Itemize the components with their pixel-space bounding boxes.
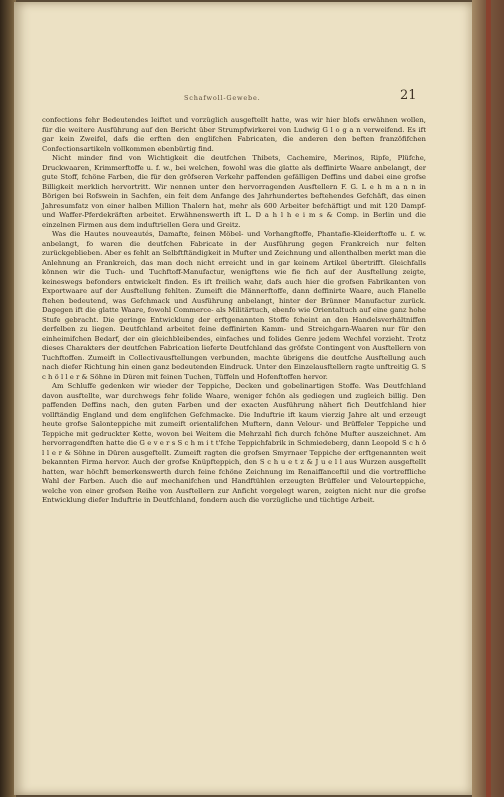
page-number: 21: [400, 88, 417, 103]
paragraph: Nicht minder find von Wichtigkeit die deutfchen Thibets, Cachemire, Merinos, Ripfe, Plüfche, Druckwaaren, Krimmerftoffe u. f. w., bei welchen, fowohl was die glatte als deffinirte Waare anbelangt, der gute Stoff, fchöne Farben, die für den gröfseren Verkehr paffenden gefälligen Deffins und dabei eine grofse Billigkeit merklich hervortritt. Wir nennen unter den hervorragenden Ausftellern F. G. L e h m a n n in Börigen bei Rofswein in Sachfen, ein feit dem Anfange des Jahrhundertes beftehendes Gefchäft, das einen Jahresumfatz von einer halben Million Thalern hat, mehr als 600 Arbeiter befchäftigt und mit 120 Dampf- und Waffer-Pferdekräften arbeitet. Erwähnenswerth ift L. D a h l h e i m s & Comp. in Berlin und die einzelnen Firmen aus dem induftriellen Gera und Greitz.: [42, 154, 426, 229]
body-text: [42, 116, 426, 506]
paragraph: Am Schluffe gedenken wir wieder der Teppiche, Decken und gobelinartigen Stoffe. Was Deutfchland davon ausftellte, war durchwegs fehr folide Waare, weniger fchön als gediegen und zugleich billig. Den paffenden Deffins nach, den guten Farben und der exacten Ausführung nähert fich Deutfchland hier vollftändig England und dem englifchen Gefchmacke. Die Induftrie ift kaum vierzig Jahre alt und erzeugt heute grofse Salonteppiche mit zumeift orientalifchen Muftern, dann Velour- und Brüffeler Teppiche und Teppiche mit gedruckter Kette, wovon bei Weitem die Mehrzahl fich durch fchöne Mufter auszeichnet. Am hervorragendften hatte die G e v e r s S c h m i t t'fche Teppichfabrik in Schmiedeberg, dann Leopold S c h ö l l e r & Söhne in Düren ausgeftellt. Zumeift ragten die grofsen Smyrnaer Teppiche der erftgenannten weit bekannten Firma hervor. Auch der grofse Knüpfteppich, den S c h u e t z & J u e l l aus Wurzen ausgeftellt hatten, war höchft bemerkenswerth durch feine fchöne Zeichnung im Renaiffanceftil und die vortreffliche Wahl der Farben. Auch die auf mechanifchen und Handftühlen erzeugten Brüffeler und Velourteppiche, welche von einer grofsen Reihe von Ausftellern zur Anficht vorgelegt waren, zeigten nicht nur die grofse Entwicklung diefer Induftrie in Deutfchland, fondern auch die vorzügliche und tüchtige Arbeit.: [42, 382, 426, 504]
binding-stripe: [486, 0, 491, 797]
book-page: [14, 2, 472, 795]
running-head: Schafwoll-Gewebe.: [184, 94, 261, 102]
paragraph: confections fehr Bedeutendes leiftet und vorzüglich ausgeftellt hatte, was wir hier blofs erwähnen wollen, für die weitere Ausführung auf den Bericht über Strumpfwirkerei von Ludwig G l o g a n verweifend. Es ift gar kein Zweifel, dafs die erften den englifchen Fabricaten, die anderen den beften franzöfifchen Confectionsartikeln vollkommen ebenbürtig find.: [42, 116, 426, 153]
paragraph: Was die Hautes nouveautés, Damafte, feinen Möbel- und Vorhangftoffe, Phantafie-Kleiderftoffe u. f. w. anbelangt, fo waren die deutfchen Fabricate in der Ausführung gegen Frankreich nur felten zurückgeblieben. Aber es fehlt an Selbftftändigkeit in Mufter und Zeichnung und allenthalben merkt man die Anlehnung an Frankreich, das man doch nicht erreicht und in gar keinem Artikel übertrifft. Gleichfalls können wir die Tuch- und Tuchftoff-Manufactur, wenigftens wie fie fich auf der Ausftellung zeigte, keineswegs befonders entwickelt finden. Es ift freilich wahr, dafs auch hier die grofsen Fabrikanten von Exportwaare auf der Ausftellung fehlten. Zumeift die Männerftoffe, dann deffinirte Waare, auch Flanelle ftehen bedeutend, was Gefchmack und Ausführung anbelangt, hinter der Brünner Manufactur zurück. Dagegen ift die glatte Waare, fowohl Commerce- als Militärtuch, ebenfo wie Orientaltuch auf eine ganz hohe Stufe gebracht. Die geringe Entwicklung der erftgenannten Stoffe fcheint an den Handelsverhältniffen derfelben zu liegen. Deutfchland arbeitet feine deffinirten Kamm- und Streichgarn-Waaren nur für den einheimifchen Bedarf, der ein gleichbleibendes, einfaches und folides Genre jedem Wechfel vorzieht. Trotz dieses Charakters der deutfchen Fabrication lieferte Deutfchland das gröfste Contingent von Ausftellern von Tuchftoffen. Zumeift in Collectivausftellungen verbunden, machte übrigens die deutfche Ausftellung auch nach diefer Richtung hin einen ganz bedeutenden Eindruck. Unter den Einzelausftellern ragte unftreitig G. S c h ö l l e r & Söhne in Düren mit feinen Tuchen, Tüffeln und Hofenftoffen hervor.: [42, 230, 426, 381]
